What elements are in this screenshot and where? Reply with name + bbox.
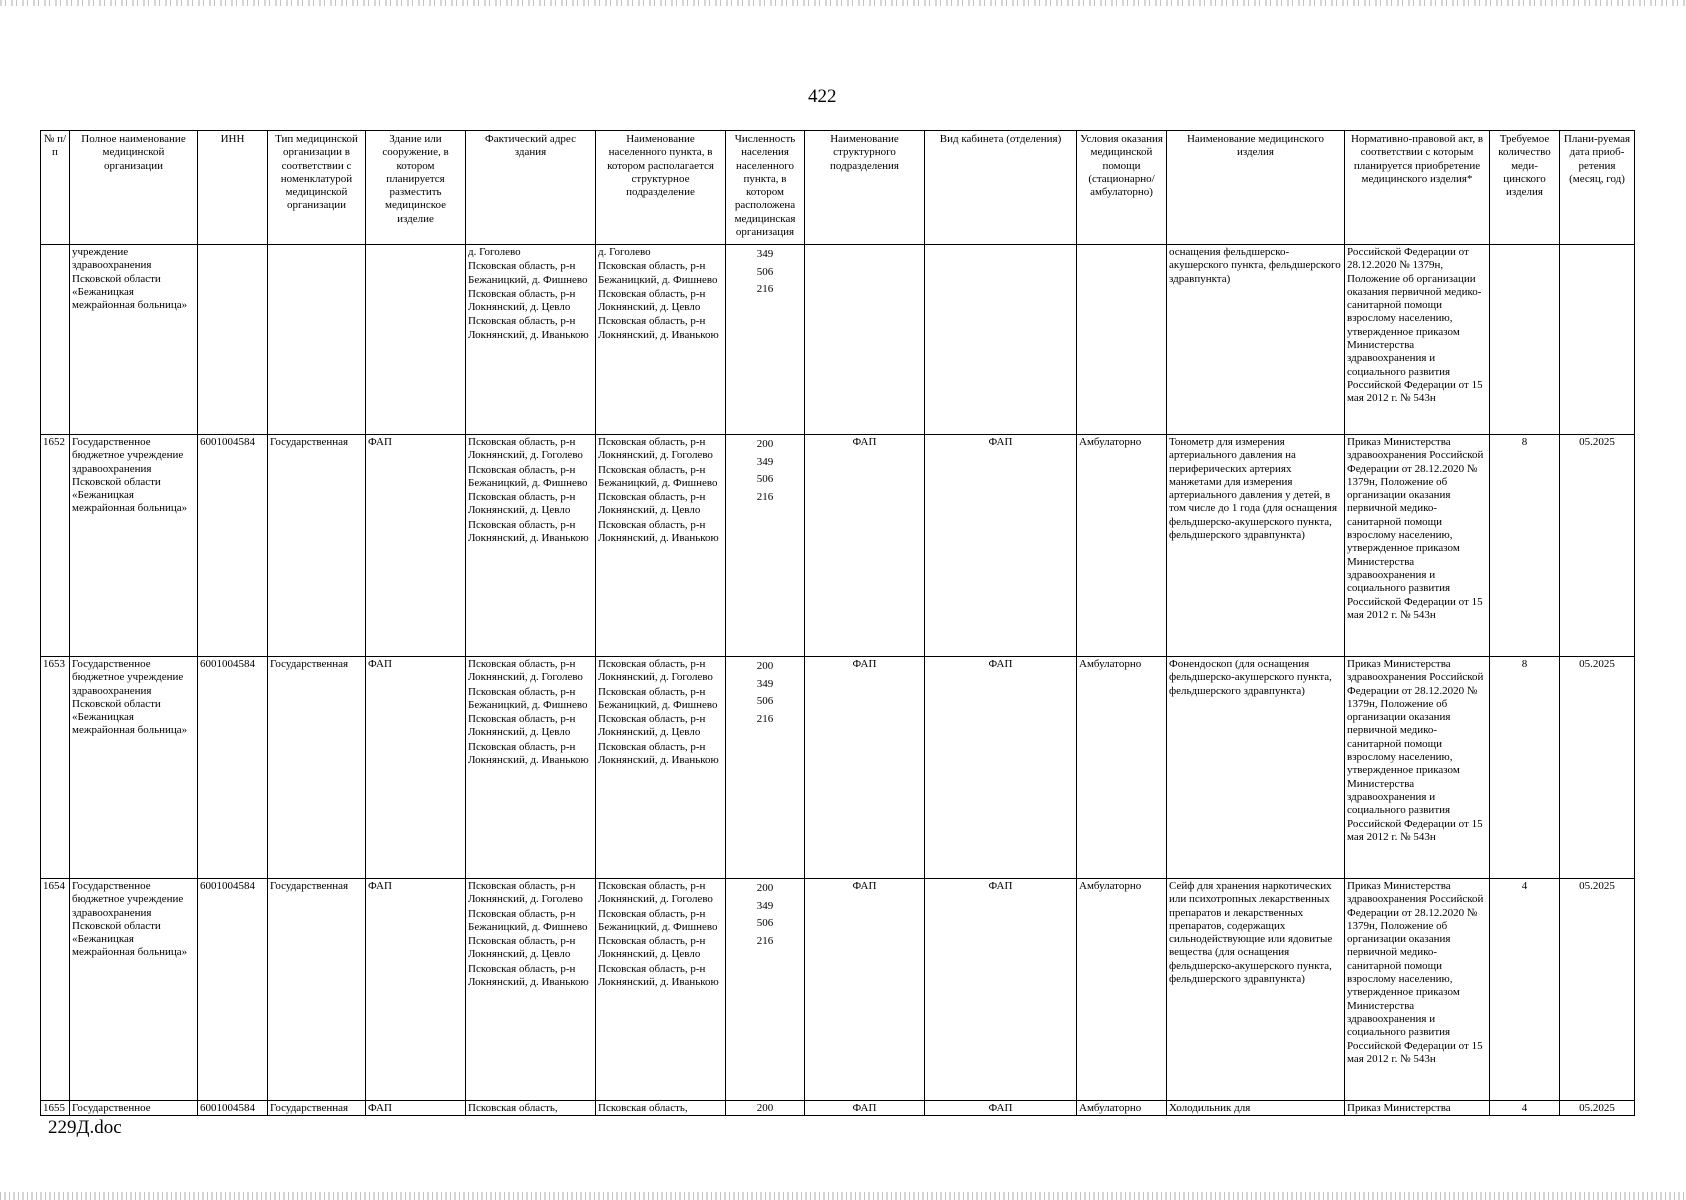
population-value: 506 bbox=[756, 473, 774, 486]
address-line: Псковская область, р-н Бежаницкий, д. Фишнево bbox=[468, 463, 588, 489]
cabinet-cell: ФАП bbox=[925, 657, 1077, 879]
settlement-line: Псковская область, р-н Локнянский, д. Иванькою bbox=[598, 315, 719, 341]
settlement-cell bbox=[596, 879, 726, 1101]
address-line: Псковская область, р-н Бежаницкий, д. Фишнево bbox=[468, 685, 588, 711]
settlement-cell: Псковская область, bbox=[596, 1101, 726, 1116]
address-cell bbox=[466, 879, 596, 1101]
settlement-line: Псковская область, р-н Бежаницкий, д. Фишнево bbox=[598, 907, 718, 933]
inn-cell bbox=[198, 245, 268, 435]
population-value: 349 bbox=[756, 248, 774, 260]
population-value: 349 bbox=[756, 899, 774, 912]
settlement-line: Псковская область, р-н Локнянский, д. Иванькою bbox=[598, 962, 719, 989]
header-cell: Наименование населенного пункта, в котором располагается структурное подразделение bbox=[596, 131, 726, 245]
inn-cell: 6001004584 bbox=[198, 435, 268, 657]
population-cell bbox=[726, 245, 805, 435]
qty-cell: 4 bbox=[1490, 879, 1560, 1101]
table-row bbox=[41, 879, 1635, 1101]
header-cell: Вид кабинета (отделения) bbox=[925, 131, 1077, 245]
cabinet-cell: ФАП bbox=[925, 1101, 1077, 1116]
settlement-line: Псковская область, р-н Бежаницкий, д. Фишнево bbox=[598, 260, 718, 286]
qty-cell: 8 bbox=[1490, 657, 1560, 879]
conditions-cell: Амбулаторно bbox=[1077, 435, 1167, 657]
population-value: 216 bbox=[756, 491, 774, 504]
address-line: Псковская область, р-н Локнянский, д. Иванькою bbox=[468, 315, 589, 341]
population-value: 506 bbox=[756, 917, 774, 930]
settlement-cell bbox=[596, 435, 726, 657]
date-cell: 05.2025 bbox=[1560, 435, 1635, 657]
org-cell: Государственное бюджетное учреждение здравоохранения Псковской области «Бежаницкая межрайонная больница» bbox=[70, 657, 198, 879]
date-cell bbox=[1560, 245, 1635, 435]
date-cell: 05.2025 bbox=[1560, 879, 1635, 1101]
address-line: Псковская область, р-н Локнянский, д. Цевло bbox=[468, 491, 576, 517]
header-cell: Фактический адрес здания bbox=[466, 131, 596, 245]
population-cell: 200 bbox=[726, 1101, 805, 1116]
act-cell: Приказ Министерства здравоохранения Российской Федерации от 28.12.2020 № 1379н, Положение об организации оказания первичной медико-санитарной помощи взрослому населению, утвержденное приказом Министерства здравоохранения и социального развития Российской Федерации от 15 мая 2012 г. № 543н bbox=[1345, 879, 1490, 1101]
table-row bbox=[41, 657, 1635, 879]
qty-cell bbox=[1490, 245, 1560, 435]
qty-cell: 8 bbox=[1490, 435, 1560, 657]
settlement-cell bbox=[596, 245, 726, 435]
act-cell: Приказ Министерства здравоохранения Российской Федерации от 28.12.2020 № 1379н, Положение об организации оказания первичной медико-санитарной помощи взрослому населению, утвержденное приказом Министерства здравоохранения и социального развития Российской Федерации от 15 мая 2012 г. № 543н bbox=[1345, 435, 1490, 657]
address-line: Псковская область, р-н Локнянский, д. Цевло bbox=[468, 287, 576, 314]
header-cell: Наименование структурного подразделения bbox=[805, 131, 925, 245]
header-cell: Численность населения населенного пункта, в котором расположена медицинская организация bbox=[726, 131, 805, 245]
type-cell: Государственная bbox=[268, 435, 366, 657]
cabinet-cell bbox=[925, 245, 1077, 435]
conditions-cell: Амбулаторно bbox=[1077, 657, 1167, 879]
settlement-line: Псковская область, р-н Локнянский, д. Иванькою bbox=[598, 518, 719, 545]
org-cell: Государственное bbox=[70, 1101, 198, 1116]
address-line: Псковская область, р-н Локнянский, д. Гоголево bbox=[468, 880, 583, 906]
qty-cell: 4 bbox=[1490, 1101, 1560, 1116]
scan-edge-bottom bbox=[0, 1192, 1686, 1200]
table-row bbox=[41, 245, 1635, 435]
num-cell: 1655 bbox=[41, 1101, 70, 1116]
conditions-cell bbox=[1077, 245, 1167, 435]
address-line: Псковская область, р-н Локнянский, д. Иванькою bbox=[468, 518, 589, 545]
address-line: д. Гоголево bbox=[468, 246, 521, 258]
header-cell: Требуемое количество меди-цинского изделия bbox=[1490, 131, 1560, 245]
settlement-cell bbox=[596, 657, 726, 879]
num-cell: 1654 bbox=[41, 879, 70, 1101]
settlement-line: Псковская область, р-н Локнянский, д. Цевло bbox=[598, 491, 706, 517]
org-cell: Государственное бюджетное учреждение здравоохранения Псковской области «Бежаницкая межрайонная больница» bbox=[70, 879, 198, 1101]
header-cell: Условия оказания медицинской помощи (стационарно/амбулаторно) bbox=[1077, 131, 1167, 245]
population-cell bbox=[726, 657, 805, 879]
unit-cell: ФАП bbox=[805, 1101, 925, 1116]
num-cell bbox=[41, 245, 70, 435]
act-cell: Российской Федерации от 28.12.2020 № 1379н, Положение об организации оказания первичной медико-санитарной помощи взрослому населению, утвержденное приказом Министерства здравоохранения и социального развития Российской Федерации от 15 мая 2012 г. № 543н bbox=[1345, 245, 1490, 435]
conditions-cell: Амбулаторно bbox=[1077, 1101, 1167, 1116]
page-number: 422 bbox=[808, 86, 837, 107]
cabinet-cell: ФАП bbox=[925, 879, 1077, 1101]
population-value: 216 bbox=[756, 283, 774, 296]
population-value: 349 bbox=[756, 455, 774, 468]
device-cell: Холодильник для bbox=[1167, 1101, 1345, 1116]
date-cell: 05.2025 bbox=[1560, 657, 1635, 879]
header-cell: Здание или сооружение, в котором планируется разместить медицинское изделие bbox=[366, 131, 466, 245]
inn-cell: 6001004584 bbox=[198, 657, 268, 879]
device-cell: Сейф для хранения наркотических или психотропных лекарственных препаратов и лекарственных препаратов, содержащих сильнодействующие или ядовитые вещества (для оснащения фельдшерско-акушерского пункта, фельдшерского здравпункта) bbox=[1167, 879, 1345, 1101]
header-cell: № п/п bbox=[41, 131, 70, 245]
address-line: Псковская область, р-н Бежаницкий, д. Фишнево bbox=[468, 260, 588, 286]
population-value: 216 bbox=[756, 935, 774, 948]
address-line: Псковская область, р-н Локнянский, д. Иванькою bbox=[468, 740, 589, 767]
settlement-line: Псковская область, р-н Локнянский, д. Иванькою bbox=[598, 740, 719, 767]
building-cell bbox=[366, 245, 466, 435]
header-cell: Тип медицинской организации в соответствии с номенклатурой медицинской организации bbox=[268, 131, 366, 245]
type-cell: Государственная bbox=[268, 1101, 366, 1116]
address-line: Псковская область, р-н Локнянский, д. Цевло bbox=[468, 713, 576, 739]
address-cell bbox=[466, 657, 596, 879]
settlement-line: Псковская область, р-н Бежаницкий, д. Фишнево bbox=[598, 685, 718, 711]
act-cell: Приказ Министерства bbox=[1345, 1101, 1490, 1116]
device-cell: Тонометр для измерения артериального давления на периферических артериях манжетами для измерения артериального давления у детей, в том числе до 1 года (для оснащения фельдшерско-акушерского пункта, фельдшерского здравпункта) bbox=[1167, 435, 1345, 657]
address-cell bbox=[466, 245, 596, 435]
building-cell: ФАП bbox=[366, 657, 466, 879]
table-row bbox=[41, 435, 1635, 657]
org-cell: учреждение здравоохранения Псковской области «Бежаницкая межрайонная больница» bbox=[70, 245, 198, 435]
device-cell: Фонендоскоп (для оснащения фельдшерско-акушерского пункта, фельдшерского здравпункта) bbox=[1167, 657, 1345, 879]
settlement-line: Псковская область, р-н Бежаницкий, д. Фишнево bbox=[598, 463, 718, 489]
address-cell bbox=[466, 435, 596, 657]
header-cell: Наименование медицинского изделия bbox=[1167, 131, 1345, 245]
num-cell: 1652 bbox=[41, 435, 70, 657]
building-cell: ФАП bbox=[366, 879, 466, 1101]
footer-filename: 229Д.doc bbox=[48, 1117, 122, 1138]
population-value: 506 bbox=[756, 265, 774, 278]
unit-cell: ФАП bbox=[805, 435, 925, 657]
type-cell bbox=[268, 245, 366, 435]
inn-cell: 6001004584 bbox=[198, 1101, 268, 1116]
device-cell: оснащения фельдшерско-акушерского пункта, фельдшерского здравпункта) bbox=[1167, 245, 1345, 435]
unit-cell: ФАП bbox=[805, 657, 925, 879]
address-line: Псковская область, р-н Локнянский, д. Гоголево bbox=[468, 658, 583, 684]
settlement-line: Псковская область, р-н Локнянский, д. Гоголево bbox=[598, 436, 713, 462]
settlement-line: Псковская область, р-н Локнянский, д. Цевло bbox=[598, 713, 706, 739]
address-line: Псковская область, р-н Локнянский, д. Иванькою bbox=[468, 962, 589, 989]
population-value: 216 bbox=[756, 713, 774, 726]
settlement-line: Псковская область, р-н Локнянский, д. Цевло bbox=[598, 935, 706, 961]
scan-edge-top bbox=[0, 0, 1686, 6]
table-row bbox=[41, 1101, 1635, 1116]
address-line: Псковская область, р-н Локнянский, д. Цевло bbox=[468, 935, 576, 961]
address-cell: Псковская область, bbox=[466, 1101, 596, 1116]
act-cell: Приказ Министерства здравоохранения Российской Федерации от 28.12.2020 № 1379н, Положение об организации оказания первичной медико-санитарной помощи взрослому населению, утвержденное приказом Министерства здравоохранения и социального развития Российской Федерации от 15 мая 2012 г. № 543н bbox=[1345, 657, 1490, 879]
num-cell: 1653 bbox=[41, 657, 70, 879]
header-row bbox=[41, 131, 1635, 245]
conditions-cell: Амбулаторно bbox=[1077, 879, 1167, 1101]
population-cell bbox=[726, 435, 805, 657]
type-cell: Государственная bbox=[268, 879, 366, 1101]
header-cell: Нормативно-правовой акт, в соответствии с которым планируется приобретение медицинского изделия* bbox=[1345, 131, 1490, 245]
header-cell: ИНН bbox=[198, 131, 268, 245]
cabinet-cell: ФАП bbox=[925, 435, 1077, 657]
address-line: Псковская область, р-н Локнянский, д. Гоголево bbox=[468, 436, 583, 462]
equipment-table bbox=[40, 130, 1635, 1116]
settlement-line: д. Гоголево bbox=[598, 246, 651, 258]
building-cell: ФАП bbox=[366, 1101, 466, 1116]
header-cell: Полное наименование медицинской организации bbox=[70, 131, 198, 245]
population-value: 200 bbox=[756, 660, 774, 672]
unit-cell: ФАП bbox=[805, 879, 925, 1101]
population-cell bbox=[726, 879, 805, 1101]
building-cell: ФАП bbox=[366, 435, 466, 657]
address-line: Псковская область, р-н Бежаницкий, д. Фишнево bbox=[468, 907, 588, 933]
header-cell: Плани-руемая дата приоб-ретения (месяц, год) bbox=[1560, 131, 1635, 245]
population-value: 200 bbox=[756, 438, 774, 450]
inn-cell: 6001004584 bbox=[198, 879, 268, 1101]
type-cell: Государственная bbox=[268, 657, 366, 879]
settlement-line: Псковская область, р-н Локнянский, д. Гоголево bbox=[598, 880, 713, 906]
settlement-line: Псковская область, р-н Локнянский, д. Гоголево bbox=[598, 658, 713, 684]
settlement-line: Псковская область, р-н Локнянский, д. Цевло bbox=[598, 287, 706, 314]
population-value: 506 bbox=[756, 695, 774, 708]
date-cell: 05.2025 bbox=[1560, 1101, 1635, 1116]
org-cell: Государственное бюджетное учреждение здравоохранения Псковской области «Бежаницкая межрайонная больница» bbox=[70, 435, 198, 657]
unit-cell bbox=[805, 245, 925, 435]
population-value: 349 bbox=[756, 677, 774, 690]
population-value: 200 bbox=[756, 882, 774, 894]
